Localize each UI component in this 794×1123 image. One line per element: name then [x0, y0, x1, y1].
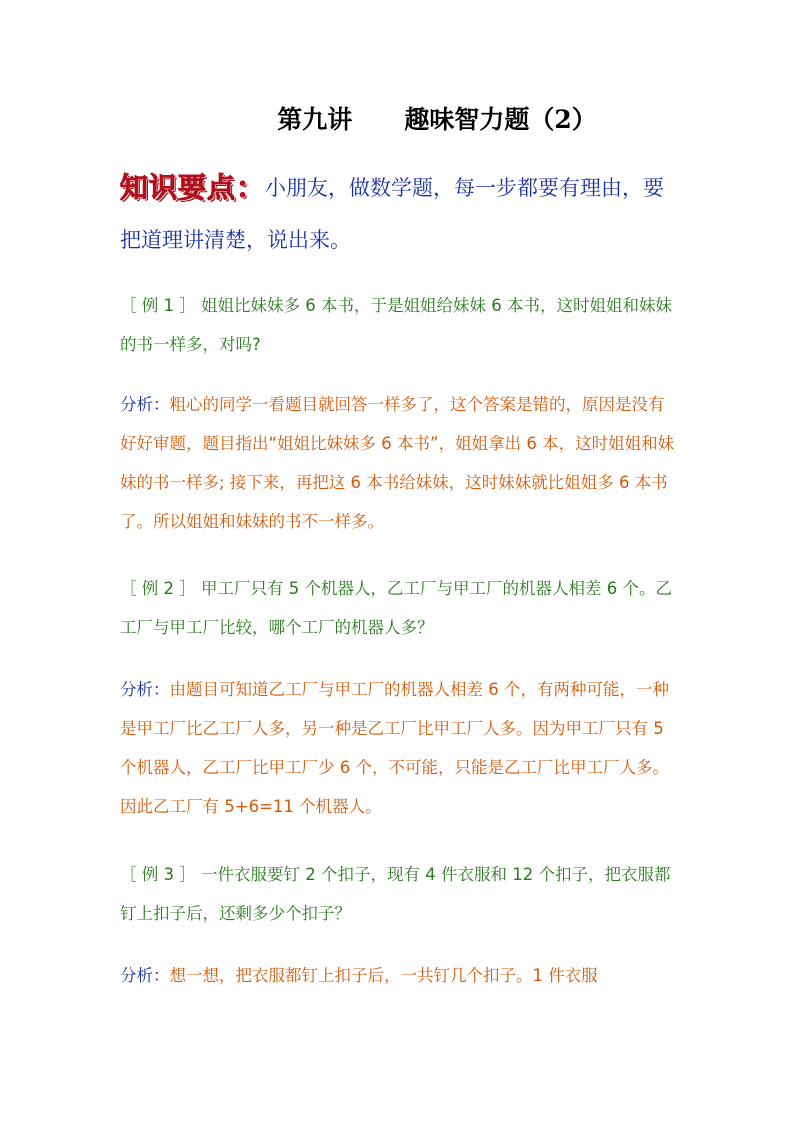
knowledge-points — [120, 162, 680, 266]
example-3-question — [120, 855, 676, 933]
example-2-text: 甲工厂只有 5 个机器人，乙工厂与甲工厂的机器人相差 6 个。乙工厂与甲工厂比较，哪个工厂的机器人多？ — [120, 579, 672, 637]
example-2-tag: ［ 例 2 ］ — [120, 579, 196, 598]
example-1-analysis-label: 分析： — [120, 395, 170, 414]
example-3-analysis-label: 分析： — [120, 966, 170, 985]
example-2-analysis — [120, 670, 676, 826]
example-1-text: 姐姐比妹妹多 6 本书，于是姐姐给妹妹 6 本书，这时姐姐和妹妹的书一样多，对吗? — [120, 296, 672, 354]
example-3-tag: ［ 例 3 ］ — [120, 865, 196, 884]
knowledge-points-text: 小朋友，做数学题，每一步都要有理由，要把道理讲清楚，说出来。 — [120, 176, 665, 252]
example-2-question — [120, 569, 676, 647]
example-2-analysis-text: 由题目可知道乙工厂与甲工厂的机器人相差 6 个，有两种可能，一种是甲工厂比乙工厂人多，另一种是乙工厂比甲工厂人多。因为甲工厂只有 5 个机器人，乙工厂比甲工厂少 6 个，不可能，只能是乙工厂比甲工厂人多。因此乙工厂有 5+6=11 个机器人。 — [120, 680, 669, 816]
example-3-analysis-text: 想一想，把衣服都钉上扣子后，一共钉几个扣子。1 件衣服 — [169, 966, 598, 985]
example-1-analysis-text: 粗心的同学一看题目就回答一样多了，这个答案是错的，原因是没有好好审题，题目指出“姐姐比妹妹多 6 本书”，姐姐拿出 6 本，这时姐姐和妹妹的书一样多; 接下来，再把这 6 本书给妹妹，这时妹妹就比姐姐多 6 本书了。所以姐姐和妹妹的书不一样多。 — [120, 395, 675, 531]
example-2-analysis-label: 分析： — [120, 680, 170, 699]
example-1-question — [120, 286, 676, 364]
example-3-text: 一件衣服要钉 2 个扣子，现有 4 件衣服和 12 个扣子，把衣服都钉上扣子后，还剩多少个扣子？ — [120, 865, 671, 923]
example-1-analysis — [120, 385, 676, 541]
page-title: 第九讲 趣味智力题（2） — [277, 105, 597, 134]
example-1-tag: ［ 例 1 ］ — [120, 296, 196, 315]
example-3-analysis — [120, 956, 676, 995]
knowledge-points-label: 知识要点： — [120, 171, 266, 204]
